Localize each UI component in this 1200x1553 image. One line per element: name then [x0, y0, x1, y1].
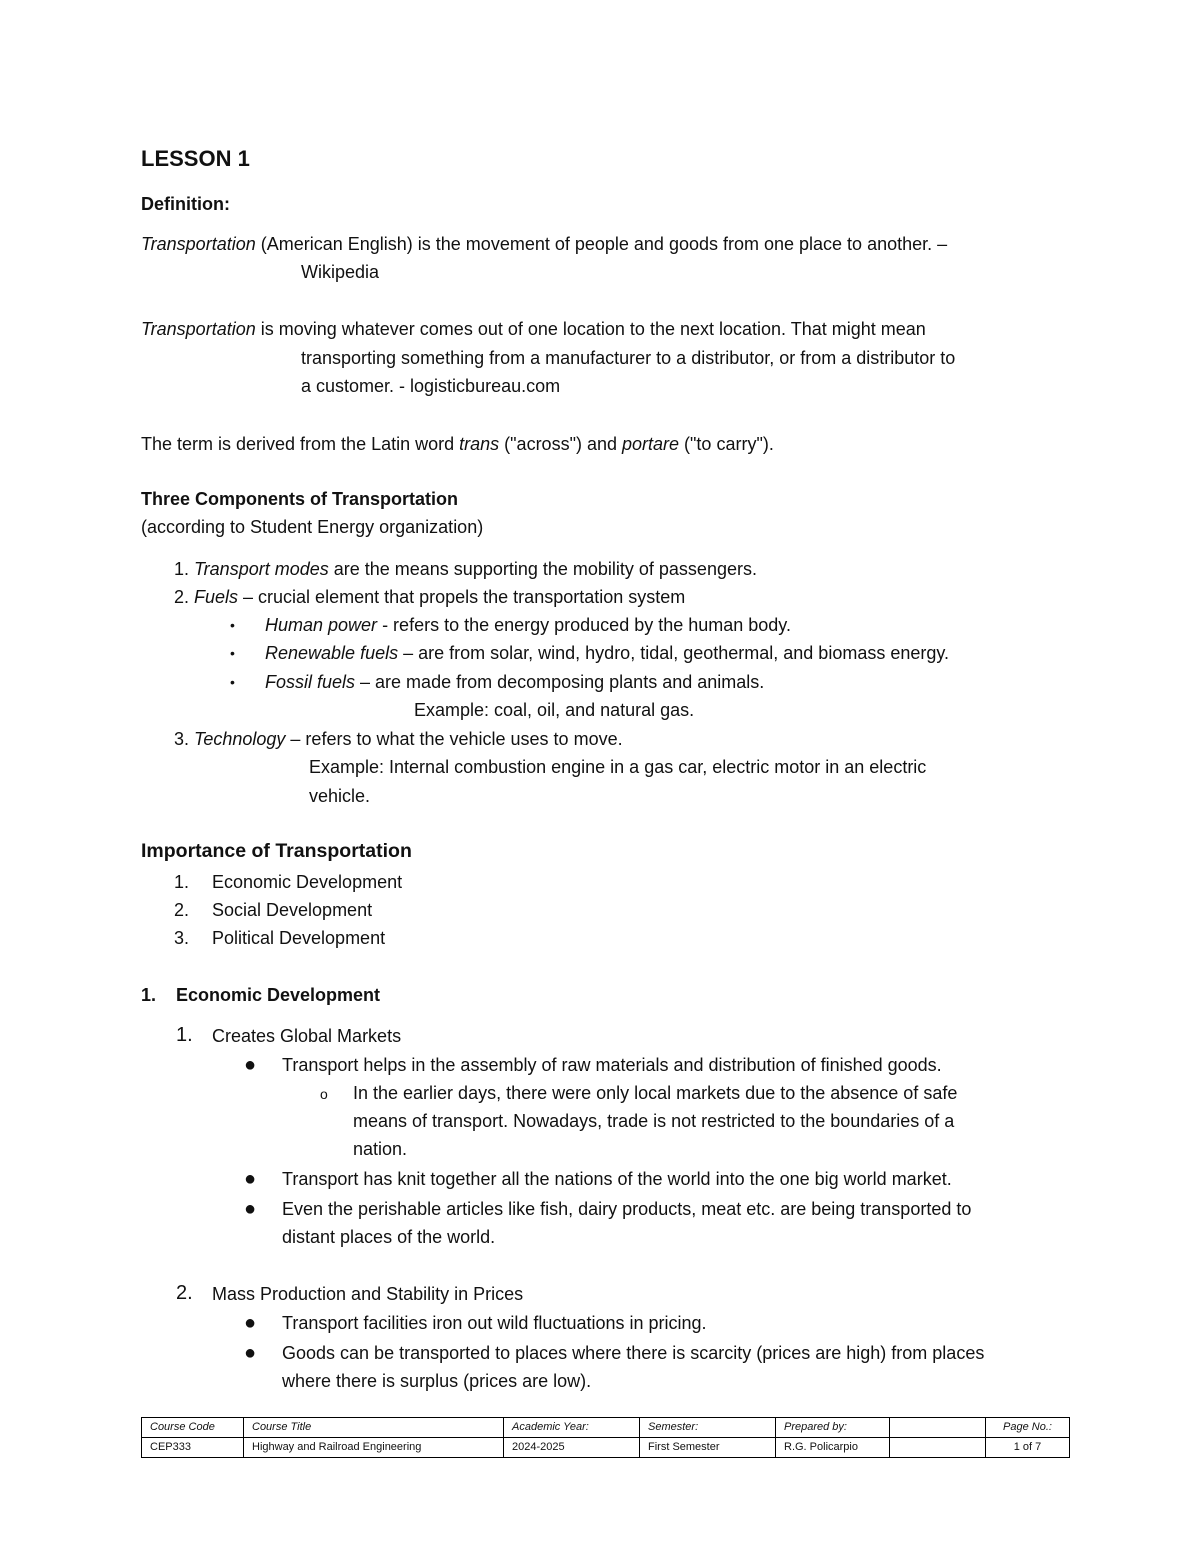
sub-2-bullet-1: Transport facilities iron out wild fluctuations in pricing. [282, 1313, 707, 1333]
bullet-icon: ● [244, 1312, 257, 1334]
footer-prepared-by: R.G. Policarpio [776, 1438, 890, 1458]
definition-1 [141, 230, 947, 258]
etymology-portare: portare [622, 434, 680, 454]
fuel-item-human-power [265, 611, 791, 639]
footer-semester: First Semester [640, 1438, 776, 1458]
component-item-1-num: 1. [174, 559, 195, 579]
fuel-text: - refers to the energy produced by the human body. [377, 615, 791, 635]
sub-1-bullet-2: Transport has knit together all the nations of the world into the one big world market. [282, 1169, 952, 1189]
fuels-example: Example: coal, oil, and natural gas. [414, 700, 695, 720]
fuel-term: Human power [265, 615, 378, 635]
importance-item-economic: Economic Development [212, 872, 403, 892]
bullet-icon: • [230, 674, 235, 690]
footer-page-no: 1 of 7 [986, 1438, 1070, 1458]
footer-value-row [142, 1438, 1070, 1458]
sub-1-num: 1. [176, 1024, 193, 1046]
sub-1-bullet-1-sub-line-1: In the earlier days, there were only local markets due to the absence of safe [353, 1083, 958, 1103]
importance-num-2: 2. [174, 900, 190, 920]
importance-num-1: 1. [174, 872, 190, 892]
etymology [141, 430, 774, 458]
etymology-trans: trans [459, 434, 500, 454]
fuel-item-renewable [265, 639, 949, 667]
component-item-1-text: are the means supporting the mobility of passengers. [328, 559, 757, 579]
sub-1-bullet-1-sub-line-3: nation. [353, 1139, 408, 1159]
tech-example-line-1: Example: Internal combustion engine in a gas car, electric motor in an electric [309, 757, 927, 777]
footer-header-page-no: Page No.: [986, 1418, 1070, 1438]
definition-2 [141, 315, 926, 343]
fuel-term: Renewable fuels [265, 643, 399, 663]
footer-header-row [142, 1418, 1070, 1438]
definition-2-line-3: a customer. - logisticbureau.com [301, 376, 561, 396]
footer-course-code: CEP333 [142, 1438, 244, 1458]
component-item-3-text: – refers to what the vehicle uses to move. [285, 729, 623, 749]
sub-1-bullet-3-line-1: Even the perishable articles like fish, dairy products, meat etc. are being transported to [282, 1199, 972, 1219]
bullet-icon: ● [244, 1054, 257, 1076]
tech-example-line-2: vehicle. [309, 786, 371, 806]
fuel-text: – are made from decomposing plants and animals. [355, 672, 765, 692]
footer-header-course-title: Course Title [244, 1418, 504, 1438]
sub-1-bullet-1-sub-line-2: means of transport. Nowadays, trade is not restricted to the boundaries of a [353, 1111, 955, 1131]
definition-2-line-1: is moving whatever comes out of one location to the next location. That might mean [255, 319, 926, 339]
definition-1-source: Wikipedia [301, 262, 380, 282]
definition-heading: Definition: [141, 194, 230, 214]
bullet-icon: ● [244, 1198, 257, 1220]
component-item-1-term: Transport modes [194, 559, 329, 579]
fuel-term: Fossil fuels [265, 672, 356, 692]
etymology-pre: The term is derived from the Latin word [141, 434, 460, 454]
definition-1-term: Transportation [141, 234, 256, 254]
etymology-mid: ("across") and [499, 434, 622, 454]
footer-academic-year: 2024-2025 [504, 1438, 640, 1458]
circle-bullet-icon: o [320, 1086, 328, 1102]
component-item-3-num: 3. [174, 729, 195, 749]
footer-header-prepared-by: Prepared by: [776, 1418, 890, 1438]
sub-2-bullet-2-line-1: Goods can be transported to places where there is scarcity (prices are high) from places [282, 1343, 985, 1363]
bullet-icon: ● [244, 1168, 257, 1190]
sub-2-bullet-2-line-2: where there is surplus (prices are low). [282, 1371, 592, 1391]
importance-num-3: 3. [174, 928, 190, 948]
lesson-title: LESSON 1 [141, 146, 250, 171]
economic-num: 1. [141, 985, 157, 1005]
component-item-2-term: Fuels [194, 587, 239, 607]
importance-item-social: Social Development [212, 900, 373, 920]
footer-header-blank [890, 1418, 986, 1438]
sub-1-bullet-3-line-2: distant places of the world. [282, 1227, 496, 1247]
sub-1-bullet-1: Transport helps in the assembly of raw materials and distribution of finished goods. [282, 1055, 942, 1075]
component-item-3-term: Technology [194, 729, 286, 749]
footer-course-title: Highway and Railroad Engineering [244, 1438, 504, 1458]
footer-header-course-code: Course Code [142, 1418, 244, 1438]
footer-table [141, 1417, 1070, 1458]
footer-header-academic-year: Academic Year: [504, 1418, 640, 1438]
importance-item-political: Political Development [212, 928, 386, 948]
definition-1-text: (American English) is the movement of people and goods from one place to another. – [255, 234, 948, 254]
sub-2-num: 2. [176, 1282, 193, 1304]
sub-2-label: Mass Production and Stability in Prices [212, 1284, 524, 1304]
sub-1-label: Creates Global Markets [212, 1026, 402, 1046]
bullet-icon: • [230, 645, 235, 661]
component-item-3 [174, 725, 623, 753]
fuel-item-fossil [265, 668, 764, 696]
component-item-2-text: – crucial element that propels the transportation system [238, 587, 686, 607]
definition-2-term: Transportation [141, 319, 256, 339]
bullet-icon: • [230, 617, 235, 633]
component-item-2-num: 2. [174, 587, 195, 607]
footer-header-semester: Semester: [640, 1418, 776, 1438]
importance-heading: Importance of Transportation [141, 840, 412, 862]
bullet-icon: ● [244, 1342, 257, 1364]
footer-blank [890, 1438, 986, 1458]
component-item-2 [174, 583, 685, 611]
components-subheading: (according to Student Energy organization) [141, 517, 484, 537]
components-heading: Three Components of Transportation [141, 489, 459, 509]
economic-heading: Economic Development [176, 985, 381, 1005]
etymology-post: ("to carry"). [679, 434, 774, 454]
definition-2-line-2: transporting something from a manufacturer to a distributor, or from a distributor to [301, 348, 956, 368]
component-item-1 [174, 555, 757, 583]
fuel-text: – are from solar, wind, hydro, tidal, geothermal, and biomass energy. [398, 643, 950, 663]
